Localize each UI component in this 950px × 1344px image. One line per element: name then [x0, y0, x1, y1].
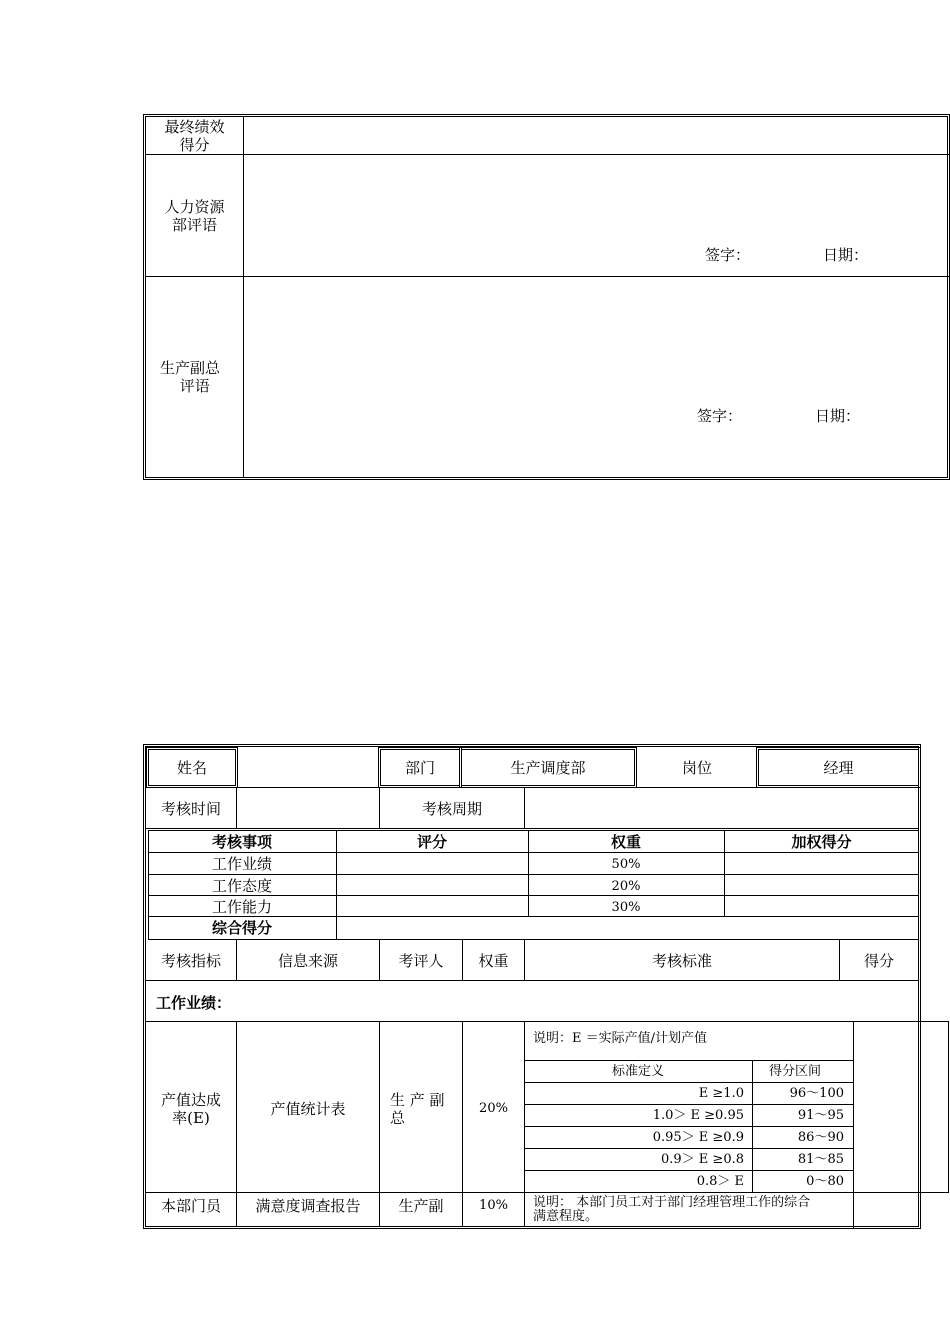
total-score-label: 综合得分 [211, 919, 272, 937]
col-score: 得分 [863, 952, 894, 970]
summary-weight: 50% [611, 857, 641, 872]
standard-def: 0.95＞ E ≥0.9 [652, 1130, 744, 1145]
period-label: 考核周期 [421, 800, 482, 818]
indicator2-source: 满意度调查报告 [255, 1197, 361, 1215]
row-line [146, 1192, 524, 1193]
time-value-cell[interactable] [237, 789, 378, 827]
indicator1-score-cell[interactable] [854, 1022, 948, 1192]
summary-col-score: 评分 [416, 833, 447, 851]
summary-weight: 20% [611, 879, 641, 894]
top-form-row-line [146, 276, 950, 277]
name-label: 姓名 [176, 759, 207, 777]
score-range: 0～80 [806, 1174, 844, 1189]
summary-col-item: 考核事项 [211, 833, 272, 851]
col-weight: 权重 [478, 952, 509, 970]
post-value: 经理 [823, 759, 854, 777]
vp-sign-label: 签字： [697, 407, 743, 425]
final-score-value[interactable] [245, 117, 945, 153]
dept-label: 部门 [404, 759, 435, 777]
summary-weight: 30% [611, 900, 641, 915]
col-line [236, 1021, 237, 1226]
standard-def: 0.8＞ E [696, 1174, 744, 1189]
vp-comment-field[interactable] [245, 278, 945, 476]
row-line [524, 1104, 853, 1105]
summary-item: 工作态度 [211, 877, 272, 895]
row-line [524, 1126, 853, 1127]
indicator1-weight: 20% [479, 1101, 508, 1116]
standard-def-head: 标准定义 [611, 1064, 664, 1079]
vp-date-label: 日期： [815, 407, 861, 425]
top-form-divider [243, 116, 244, 478]
summary-item: 工作能力 [211, 898, 272, 916]
indicator2-note: 说明： 本部门员工对于部门经理管理工作的综合 满意程度。 [533, 1195, 811, 1224]
score-range: 81～85 [797, 1152, 844, 1167]
score-range-head: 得分区间 [768, 1064, 821, 1079]
col-line [462, 1021, 463, 1226]
score-range: 86～90 [797, 1130, 844, 1145]
standard-def: 0.9＞ E ≥0.8 [661, 1152, 744, 1167]
col-source: 信息来源 [277, 952, 338, 970]
row-line [524, 1148, 853, 1149]
standard-def: E ≥1.0 [698, 1086, 744, 1101]
col-standard: 考核标准 [651, 952, 712, 970]
row-line [146, 980, 918, 981]
row-line [146, 828, 918, 829]
row-line [148, 874, 919, 875]
period-value-cell[interactable] [525, 789, 917, 827]
summary-item: 工作业绩 [211, 855, 272, 873]
row-line [524, 1082, 853, 1083]
indicator1-rater: 生 产 副 总 [390, 1091, 445, 1127]
final-score-label: 最终绩效 得分 [164, 118, 225, 154]
standard-def: 1.0＞ E ≥0.95 [652, 1108, 744, 1123]
summary-col-weight: 权重 [610, 833, 641, 851]
indicator2-score-cell[interactable] [854, 1194, 918, 1226]
summary-col-weighted: 加权得分 [791, 833, 852, 851]
indicator2-rater: 生产副 [398, 1197, 444, 1215]
hr-date-label: 日期： [823, 246, 869, 264]
dept-value: 生产调度部 [510, 759, 586, 777]
indicator1-note: 说明：E ＝实际产值/计划产值 [533, 1031, 708, 1046]
time-label: 考核时间 [160, 800, 221, 818]
post-label: 岗位 [681, 759, 712, 777]
hr-sign-label: 签字： [705, 246, 751, 264]
vp-comment-label: 生产副总 评语 [159, 359, 220, 395]
row-line [524, 1170, 853, 1171]
name-value-cell[interactable] [238, 747, 378, 787]
col-line [379, 1021, 380, 1226]
col-indicator: 考核指标 [160, 952, 221, 970]
section-title: 工作业绩： [156, 994, 232, 1012]
hr-comment-label: 人力资源 部评语 [164, 198, 225, 234]
row-line [148, 916, 919, 917]
indicator2-weight: 10% [479, 1198, 508, 1213]
score-range: 96～100 [789, 1086, 844, 1101]
indicator1-source: 产值统计表 [270, 1100, 346, 1118]
indicator1-name: 产值达成 率(E) [160, 1091, 221, 1127]
indicator2-name: 本部门员 [160, 1197, 221, 1215]
row-line [148, 852, 919, 853]
score-range: 91～95 [797, 1108, 844, 1123]
col-rater: 考评人 [398, 952, 444, 970]
top-form-row-line [146, 154, 950, 155]
row-line [148, 895, 919, 896]
row-line [524, 1060, 853, 1061]
